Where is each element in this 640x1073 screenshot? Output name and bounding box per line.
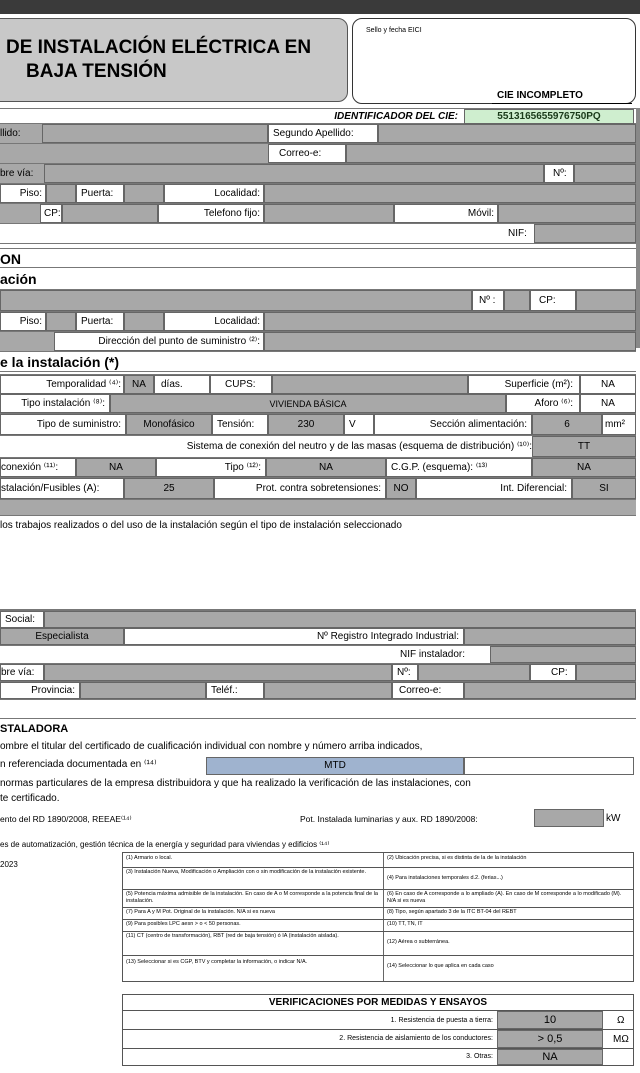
s2-puerta-label-cell [76,312,124,331]
note-10: (10) TT, TN, IT [387,921,423,927]
instalacion-heading-row [0,352,636,372]
row-sistema [0,436,636,458]
empresa-year: 2023 [0,860,18,869]
s2-localidad-field[interactable] [264,312,636,331]
registro-label: Nº Registro Integrado Industrial: [316,631,459,642]
temporalidad-value: NA [132,379,146,390]
inst-via-field[interactable] [44,664,392,681]
row-correo [0,144,636,164]
tension-field[interactable] [268,414,344,435]
tipo-inst-label-cell [0,394,110,413]
row-conexion [0,458,636,478]
tension-label: Tensión: [217,419,255,430]
verif-unit-2: MΩ [613,1034,629,1045]
sistema-value: TT [577,441,591,452]
int-dif-label-cell [416,478,572,499]
tipo-label-cell [156,458,266,477]
registro-label-cell [124,628,464,645]
seccion-label-cell [374,414,532,435]
tipo-inst-label: Tipo instalación ⁽⁸⁾: [21,398,105,409]
cp-label: CP: [44,208,61,219]
inst-cp-label: CP: [551,667,568,678]
note-7: (7) Para A y M Pot. Original de la instalación. N/A si es nueva [126,909,275,915]
provincia-field[interactable] [80,682,206,699]
row-s2-via [0,290,636,312]
s2-num-field[interactable] [504,290,530,311]
cp-field[interactable] [62,204,158,223]
localidad-label-cell [164,184,264,203]
verificaciones-heading: VERIFICACIONES POR MEDIDAS Y ENSAYOS [268,997,488,1008]
tension-unit-cell [344,414,374,435]
conexion-field[interactable] [76,458,156,477]
identificador-row [0,108,636,124]
row-nif [0,224,636,244]
empresa-line6: es de automatización, gestión técnica de la energía y seguridad para viviendas y edificios ⁽¹⁴⁾ [0,840,330,849]
telef-field[interactable] [264,682,392,699]
inst-correo-label-cell [392,682,464,699]
sello-label: Sello y fecha EICI [366,27,422,34]
apellido2-field[interactable] [378,124,636,143]
inst-num-field[interactable] [418,664,530,681]
localidad-label: Localidad: [214,188,260,199]
title-line-1: DE INSTALACIÓN ELÉCTRICA EN [6,37,312,58]
identificador-field[interactable] [464,109,634,124]
verif-value-2: > 0,5 [537,1033,563,1045]
note-9: (9) Para posibles LPC aesn > o < 50 personas. [126,921,241,927]
movil-field[interactable] [498,204,636,223]
cgp-value: NA [577,462,591,473]
row-nif-instalador [0,646,636,664]
s2-puerta-label: Puerta: [81,316,114,327]
mtd-field[interactable] [206,757,464,775]
right-edge-strip [636,108,640,348]
inst-cp-label-cell [530,664,576,681]
superficie-value: NA [601,379,615,390]
seccion-label: Sección alimentación: [429,419,527,430]
social-label-cell [0,611,44,628]
aforo-field[interactable] [580,394,636,413]
inst-correo-field[interactable] [464,682,636,699]
s2-cp-label-cell [530,290,576,311]
verif-value-3: NA [542,1051,558,1063]
row-fusibles [0,478,636,500]
inst-via-label-cell [0,664,44,681]
note-5: (5) Potencia máxima admisible de la instalación. En caso de A o M corresponde a la potencia final de la instalación. [126,891,378,904]
empresa-line4: te certificado. [0,793,60,804]
note-14: (14) Seleccionar lo que aplica en cada caso [387,963,494,969]
fusibles-label: stalación/Fusibles (A): [1,483,100,494]
identificador-label: IDENTIFICADOR DEL CIE: [334,111,458,122]
row-cp [0,204,636,224]
description-area[interactable] [0,516,636,610]
row-s2-piso [0,312,636,332]
temporalidad-label: Temporalidad ⁽⁴⁾: [46,379,121,390]
cups-field[interactable] [272,375,468,394]
row-piso [0,184,636,204]
row-especialista [0,628,636,646]
piso-label: Piso: [19,188,42,199]
tipo-sum-label: Tipo de suministro: [36,419,121,430]
notes-table [122,852,634,982]
cgp-label-cell [386,458,532,477]
via-field[interactable] [44,164,544,183]
prot-field[interactable] [386,478,416,499]
telfijo-field[interactable] [264,204,394,223]
apellido1-label: llido: [0,128,21,139]
telef-label-cell [206,682,264,699]
inst-via-label: bre vía: [1,667,35,678]
conexion-label: conexión ⁽¹¹⁾: [1,462,59,473]
piso-field[interactable] [46,184,76,203]
num-label-cell [544,164,574,183]
via-label: bre vía: [0,168,34,179]
seccion-unit: mm² [605,419,625,430]
int-dif-value: SI [599,483,609,494]
tipo-value: NA [319,462,333,473]
social-label: Social: [5,614,36,625]
fusibles-value: 25 [163,483,175,494]
fusibles-label-cell [0,478,124,499]
nif-label: NIF: [508,228,527,239]
movil-label-cell [394,204,498,223]
s2-cp-label: CP: [539,295,556,306]
prot-label-cell [214,478,386,499]
correo-field[interactable] [346,144,636,163]
conexion-label-cell [0,458,76,477]
pot-field[interactable] [534,809,604,827]
row-temporalidad [0,374,636,394]
mtd-extra-field[interactable] [464,757,634,775]
sistema-field[interactable] [532,436,636,457]
note-13: (13) Seleccionar si es CGP, BTV y completar la información, o indicar N/A. [126,959,308,965]
s2-via-field[interactable] [0,290,472,311]
num-label: Nº: [553,168,567,179]
verif-unit-1: Ω [617,1015,625,1026]
empresa-line5: ento del RD 1890/2008, REEAE⁽¹⁴⁾ [0,814,132,824]
tipo-label: Tipo ⁽¹²⁾: [224,462,261,473]
s2-puerta-field[interactable] [124,312,164,331]
cups-label-cell [210,375,272,394]
puerta-label: Puerta: [81,188,114,199]
s2-cp-field[interactable] [576,290,636,311]
telef-label: Teléf.: [211,685,238,696]
dias-label: días. [161,379,183,390]
s2-piso-label-cell [0,312,46,331]
num-field[interactable] [574,164,636,183]
section2-heading: ON [0,251,21,267]
inst-cp-field[interactable] [576,664,636,681]
row-apellidos [0,124,636,144]
status-underline [492,103,632,104]
note-3: (3) Instalación Nueva, Modificación o Ampliación con o sin modificación de la instalación existente. [126,869,366,875]
temporalidad-field[interactable] [124,375,154,394]
s2-dir-label: Dirección del punto de suministro ⁽²⁾: [98,336,260,347]
row-via [0,164,636,184]
tipo-inst-value: VIVIENDA BÁSICA [269,399,347,409]
nif-field[interactable] [534,224,636,243]
piso-label-cell [0,184,46,203]
sistema-label: Sistema de conexión del neutro y de las masas (esquema de distribución) ⁽¹⁰⁾: [186,441,532,452]
temporalidad-label-cell [0,375,124,394]
row-inst-via [0,664,636,682]
aforo-value: NA [601,398,615,409]
social-field[interactable] [44,611,636,628]
telfijo-label-cell [158,204,264,223]
int-dif-label: Int. Diferencial: [500,483,567,494]
note-8: (8) Tipo, según apartado 3 de la ITC BT-04 del REBT [387,909,517,915]
section2-subheading: ación [0,271,37,287]
verif-value-field-1[interactable] [497,1011,603,1029]
instalacion-heading: e la instalación (*) [0,354,120,370]
row-suministro [0,414,636,436]
title-line-2: BAJA TENSIÓN [26,61,167,82]
row-gap [0,500,636,516]
s2-num-label: Nº : [479,295,496,306]
s2-piso-label: Piso: [19,316,42,327]
mtd-value: MTD [324,760,346,771]
apellido1-field[interactable] [42,124,268,143]
aforo-label: Aforo ⁽⁶⁾: [534,398,573,409]
verif-value-1: 10 [543,1014,557,1026]
pot-label: Pot. Instalada luminarias y aux. RD 1890/2008: [300,814,478,824]
dias-cell [154,375,210,394]
top-bar [0,0,640,14]
seccion-field[interactable] [532,414,602,435]
s2-localidad-label: Localidad: [214,316,260,327]
tipo-field[interactable] [266,458,386,477]
tipo-inst-field[interactable] [110,394,506,413]
note-4: (4) Para instalaciones temporales d.2. (ferias...) [387,875,503,881]
seccion-unit-cell [602,414,636,435]
int-dif-field[interactable] [572,478,636,499]
apellido2-label: Segundo Apellido: [273,128,354,139]
superficie-label-cell [468,375,580,394]
apellido2-label-cell [268,124,378,143]
tipo-sum-value: Monofásico [143,419,195,430]
provincia-label: Provincia: [31,685,75,696]
cp-label-cell [40,204,62,223]
note-11: (11) CT (centro de transformación), RBT (red de baja tensión) ó IA (instalación aislada). [126,933,339,939]
pot-unit: kW [606,813,621,824]
prot-label: Prot. contra sobretensiones: [255,483,381,494]
provincia-label-cell [0,682,80,699]
verif-label-1: 1. Resistencia de puesta a tierra: [390,1017,493,1024]
aforo-label-cell [506,394,580,413]
superficie-label: Superficie (m²): [504,379,573,390]
row-tipo-instalacion [0,394,636,414]
page-title [6,36,311,84]
tension-value: 230 [297,419,315,430]
inst-num-label-cell [392,664,418,681]
tension-unit: V [349,419,356,430]
cgp-field[interactable] [532,458,636,477]
verif-value-field-3[interactable] [497,1049,603,1065]
note-6: (6) En caso de A corresponde a lo ampliado (A). En caso de M corresponde a lo modificado (M). N/A si es nueva [387,891,622,904]
empresa-line3: normas particulares de la empresa distribuidora y que ha realizado la verificación de las instalaciones, con [0,778,471,789]
s2-localidad-label-cell [164,312,264,331]
tension-label-cell [212,414,268,435]
correo-label: Correo-e: [279,148,322,159]
superficie-field[interactable] [580,375,636,394]
empresa-line1: ombre el titular del certificado de cualificación individual con nombre y número arriba indicados, [0,741,423,752]
section2-heading-row [0,248,636,268]
s2-dir-label-cell [54,332,264,351]
inst-correo-label: Correo-e: [399,685,442,696]
note-2: (2) Ubicación precisa, si es distinta de la de la instalación [387,855,527,861]
empresa-line2: n referenciada documentada en ⁽¹⁴⁾ [0,759,157,770]
cgp-label: C.G.P. (esquema): ⁽¹³⁾ [391,462,488,473]
note-12: (12) Aérea o subterránea. [387,939,450,945]
s2-piso-field[interactable] [46,312,76,331]
tipo-sum-label-cell [0,414,126,435]
movil-label: Móvil: [467,208,494,219]
row-social [0,610,636,628]
correo-label-cell [268,144,346,163]
verif-value-field-2[interactable] [497,1030,603,1048]
verificaciones-table [122,994,634,1066]
localidad-field[interactable] [264,184,636,203]
inst-num-label: Nº: [397,667,411,678]
nif-instalador-field[interactable] [490,646,636,663]
tipo-sum-field[interactable] [126,414,212,435]
nif-instalador-label: NIF instalador: [400,649,466,660]
cups-label: CUPS: [225,379,256,390]
note-1: (1) Armario o local. [126,855,173,861]
puerta-field[interactable] [124,184,164,203]
registro-field[interactable] [464,628,636,645]
s2-dir-field[interactable] [264,332,636,351]
verif-label-2: 2. Resistencia de aislamiento de los conductores: [339,1035,493,1042]
fusibles-field[interactable] [124,478,214,499]
s2-num-label-cell [472,290,504,311]
puerta-label-cell [76,184,124,203]
row-s2-dir [0,332,636,352]
section2-subheading-row [0,268,636,290]
prot-value: NO [393,483,409,494]
cie-status: CIE INCOMPLETO [497,90,583,101]
description-text: los trabajos realizados o del uso de la instalación según el tipo de instalación seleccionado [0,520,402,531]
telfijo-label: Telefono fijo: [203,208,260,219]
conexion-value: NA [109,462,123,473]
verif-label-3: 3. Otras: [466,1053,493,1060]
row-provincia [0,682,636,700]
empresa-heading: STALADORA [0,723,69,735]
seccion-value: 6 [564,419,570,430]
identificador-value: 5513165655976750PQ [497,111,601,122]
especialista-value: Especialista [35,631,89,642]
especialista-field[interactable] [0,628,124,645]
